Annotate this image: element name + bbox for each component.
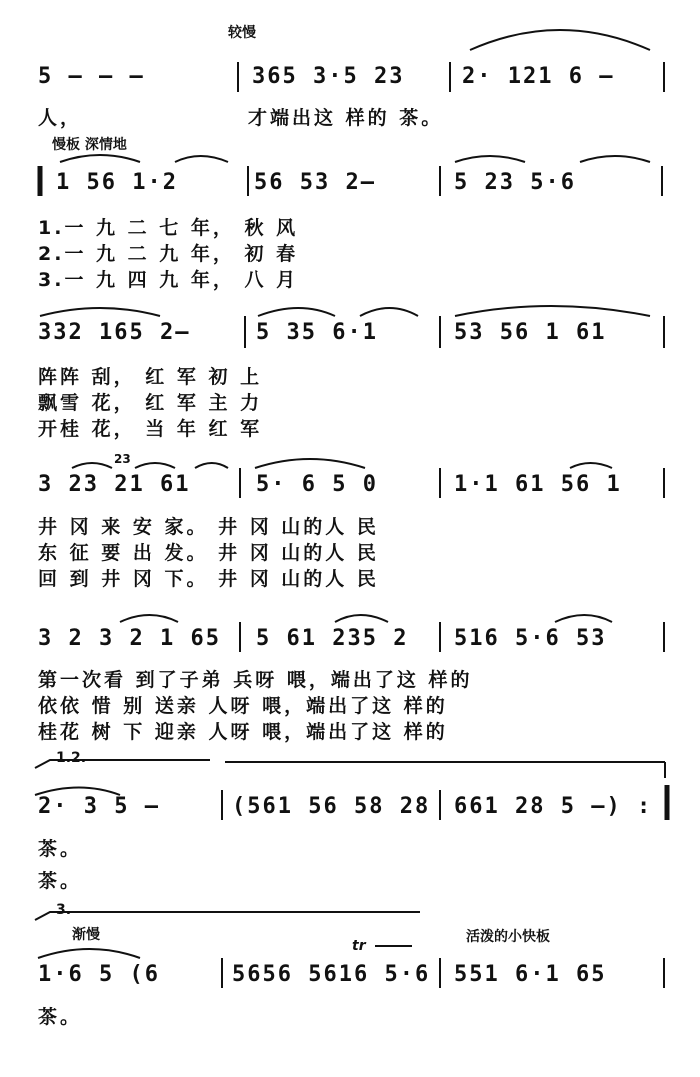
slur (72, 463, 112, 468)
volta-bracket (35, 912, 420, 920)
slur (195, 463, 228, 468)
lyric-line: 2.一 九 二 九 年， 初 春 (38, 243, 299, 265)
grace-note: 23 (114, 452, 131, 466)
volta-label: 1.2. (56, 750, 87, 766)
slur (40, 308, 160, 316)
measure-notes: 53 56 1 61 (454, 320, 607, 345)
slur (175, 156, 228, 162)
measure-notes: 3 2 3 2 1 65 (38, 626, 221, 651)
slur (258, 308, 335, 316)
measure-notes: 551 6·1 65 (454, 962, 607, 987)
measure-notes: 661 28 5 —) : (454, 794, 653, 819)
lyric-line: 茶。 (38, 870, 83, 892)
measure-notes: 5· 6 5 0 (256, 472, 378, 497)
slur (135, 463, 175, 468)
measure-notes: 516 5·6 53 (454, 626, 607, 651)
measure-notes: 1·6 5 (6 (38, 962, 160, 987)
lyric-line: 3.一 九 四 九 年， 八 月 (38, 269, 299, 291)
lyric-line: 桂花 树 下 迎亲 人呀 喂，端出了这 样的 (38, 721, 448, 743)
measure-notes: 5656 5616 5·6 (232, 962, 431, 987)
slur (360, 308, 418, 316)
lyric-line: 回 到 井 冈 下。 井 冈 山的人 民 (38, 568, 379, 590)
measure-notes: 2· 3 5 — (38, 794, 160, 819)
measure-notes: 5 23 5·6 (454, 170, 576, 195)
slur (455, 156, 525, 162)
slur (580, 156, 650, 162)
lyric-line: 依依 惜 别 送亲 人呀 喂，端出了这 样的 (38, 695, 448, 717)
lyric-line: 茶。 (38, 838, 83, 860)
trill-mark: tr (352, 938, 366, 954)
tempo-marking: 较慢 (228, 25, 256, 41)
slur (38, 949, 140, 958)
measure-notes: 365 3·5 23 (252, 64, 405, 89)
lyric-line: 井 冈 来 安 家。 井 冈 山的人 民 (38, 516, 379, 538)
measure-notes: 1·1 61 56 1 (454, 472, 622, 497)
lyric-line: 阵阵 刮， 红 军 初 上 (38, 366, 263, 388)
lyric-line: 人， (38, 107, 83, 129)
measure-notes: 56 53 2— (254, 170, 376, 195)
lyric-line: 茶。 (38, 1006, 83, 1028)
slur (470, 30, 650, 50)
slur (335, 615, 388, 622)
lyric-line: 1.一 九 二 七 年， 秋 风 (38, 217, 299, 239)
slur (570, 463, 612, 468)
slur (120, 615, 178, 622)
measure-notes: (561 56 58 28 (232, 794, 431, 819)
measure-notes: 5 — — — (38, 64, 145, 89)
measure-notes: 332 165 2— (38, 320, 191, 345)
lyric-line: 开桂 花， 当 年 红 军 (38, 418, 263, 440)
tempo-marking: 活泼的小快板 (466, 929, 550, 945)
measure-notes: 1 56 1·2 (56, 170, 178, 195)
volta-label: 3. (56, 902, 72, 918)
measure-notes: 2· 121 6 — (462, 64, 615, 89)
tempo-marking: 慢板 深情地 (52, 137, 127, 153)
lyric-line: 东 征 要 出 发。 井 冈 山的人 民 (38, 542, 379, 564)
slur (555, 615, 612, 622)
lyric-line: 飘雪 花， 红 军 主 力 (38, 392, 263, 414)
measure-notes: 5 61 235 2 (256, 626, 409, 651)
tempo-marking: 渐慢 (72, 927, 100, 943)
lyric-line: 第一次看 到了子弟 兵呀 喂，端出了这 样的 (38, 669, 473, 691)
slur (60, 155, 140, 162)
measure-notes: 5 35 6·1 (256, 320, 378, 345)
measure-notes: 3 23 21 61 (38, 472, 191, 497)
slur (455, 306, 650, 316)
lyric-line: 才端出这 样的 茶。 (248, 107, 444, 129)
slur (255, 459, 365, 468)
